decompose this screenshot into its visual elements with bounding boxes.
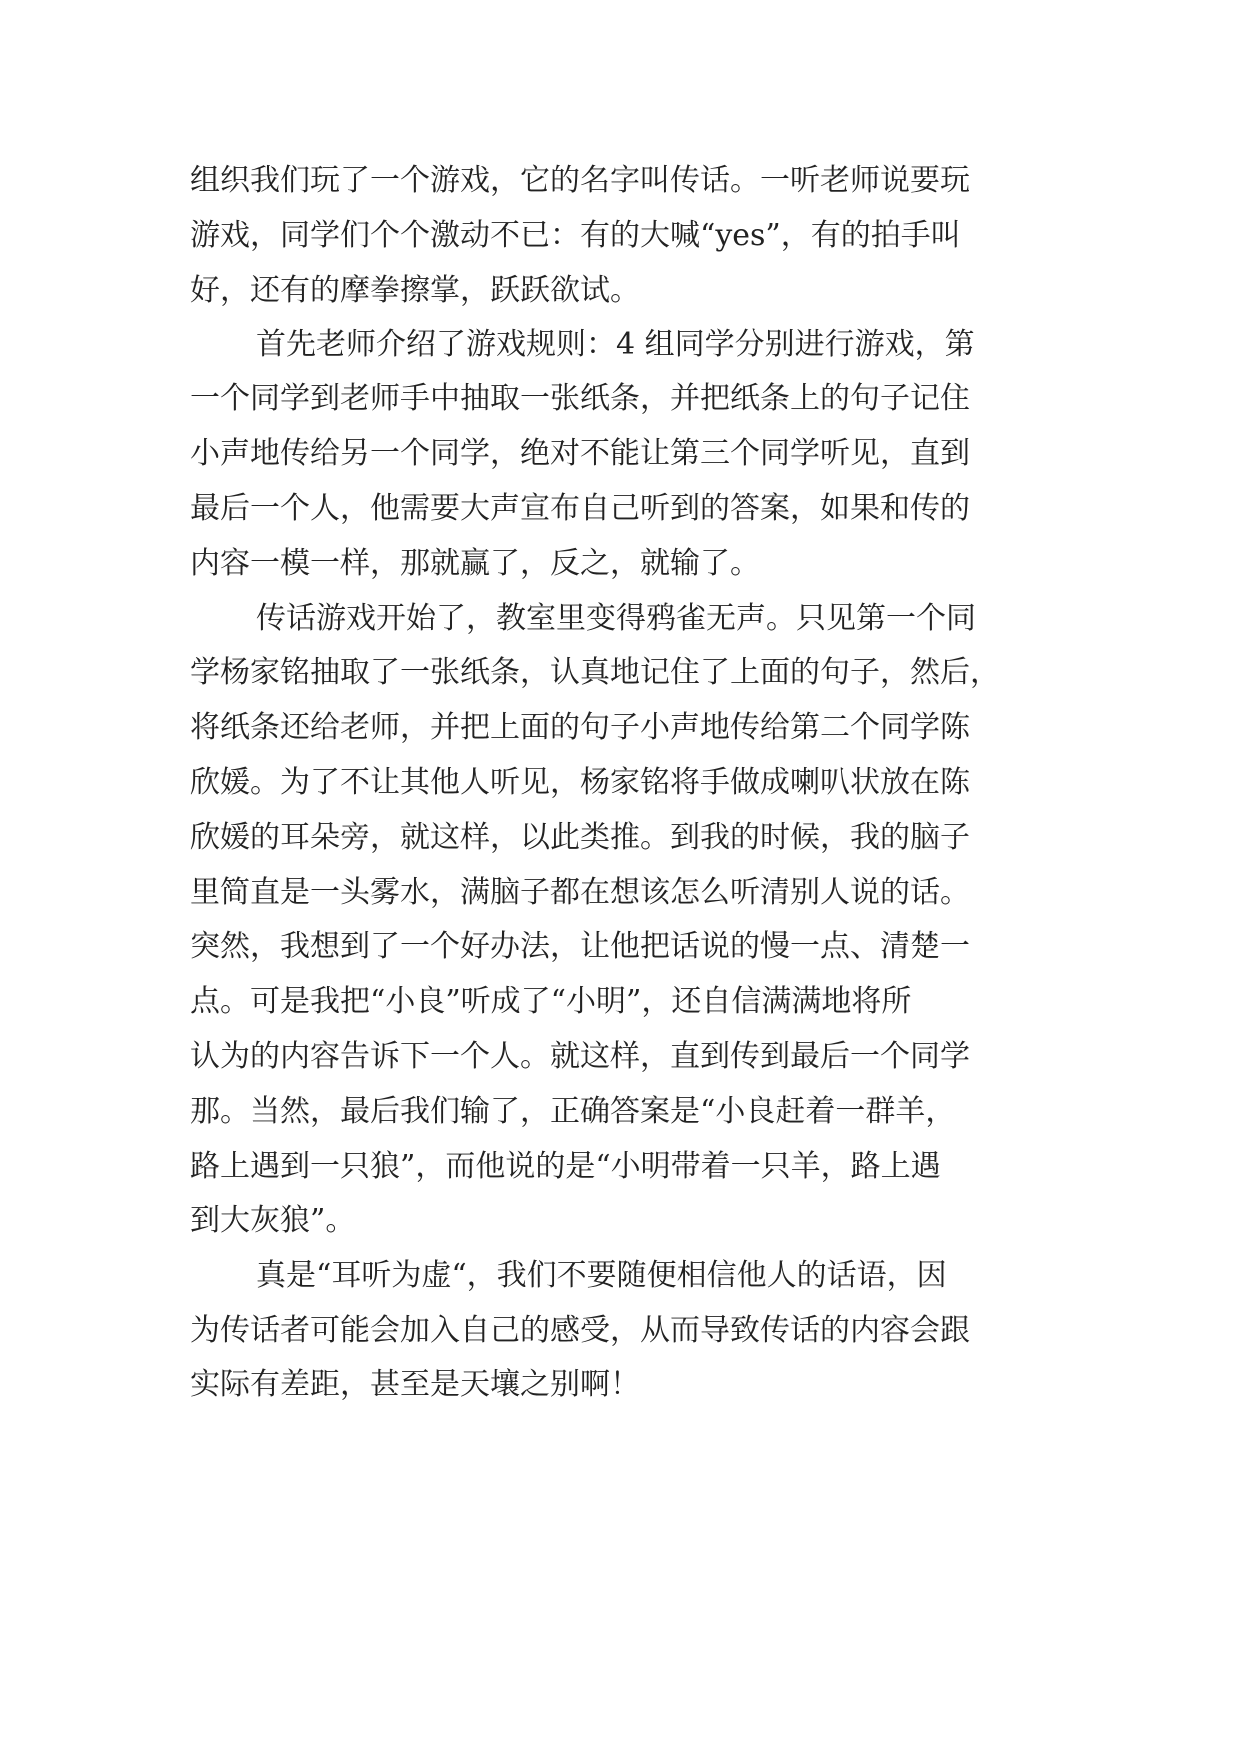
paragraph-3-line-6: 里简直是一头雾水，满脑子都在想该怎么听清别人说的话。	[190, 875, 970, 910]
paragraph-2-line-5: 内容一模一样，那就赢了，反之，就输了。	[190, 546, 760, 581]
paragraph-1-line-1: 组织我们玩了一个游戏，它的名字叫传话。一听老师说要玩	[190, 163, 970, 198]
paragraph-3-line-11: 路上遇到一只狼”，而他说的是“小明带着一只羊，路上遇	[190, 1149, 941, 1184]
paragraph-4-line-3: 实际有差距，甚至是天壤之别啊！	[190, 1367, 640, 1402]
paragraph-3-line-2: 学杨家铭抽取了一张纸条，认真地记住了上面的句子，然后，	[190, 655, 1000, 690]
paragraph-3-line-10: 那。当然，最后我们输了，正确答案是“小良赶着一群羊，	[190, 1094, 956, 1129]
paragraph-3-line-5: 欣媛的耳朵旁，就这样，以此类推。到我的时候，我的脑子	[190, 820, 970, 855]
paragraph-2-line-2: 一个同学到老师手中抽取一张纸条，并把纸条上的句子记住	[190, 381, 970, 416]
paragraph-3-line-12: 到大灰狼”。	[190, 1203, 356, 1238]
paragraph-2-line-4: 最后一个人，他需要大声宣布自己听到的答案，如果和传的	[190, 491, 970, 526]
paragraph-3-line-1: 传话游戏开始了，教室里变得鸦雀无声。只见第一个同	[256, 601, 976, 636]
paragraph-2-line-1: 首先老师介绍了游戏规则：4 组同学分别进行游戏，第	[256, 327, 975, 362]
paragraph-1-line-3: 好，还有的摩拳擦掌，跃跃欲试。	[190, 273, 640, 308]
paragraph-3-line-4: 欣媛。为了不让其他人听见，杨家铭将手做成喇叭状放在陈	[190, 765, 970, 800]
paragraph-3-line-7: 突然，我想到了一个好办法，让他把话说的慢一点、清楚一	[190, 929, 970, 964]
paragraph-2-line-3: 小声地传给另一个同学，绝对不能让第三个同学听见，直到	[190, 436, 970, 471]
paragraph-4-line-1: 真是“耳听为虚“，我们不要随便相信他人的话语，因	[256, 1258, 947, 1293]
paragraph-3-line-8: 点。可是我把“小良”听成了“小明”，还自信满满地将所	[190, 984, 912, 1019]
paragraph-1-line-2: 游戏，同学们个个激动不已：有的大喊“yes”，有的拍手叫	[190, 218, 961, 253]
paragraph-3-line-9: 认为的内容告诉下一个人。就这样，直到传到最后一个同学	[190, 1039, 970, 1074]
paragraph-4-line-2: 为传话者可能会加入自己的感受，从而导致传话的内容会跟	[190, 1313, 970, 1348]
paragraph-3-line-3: 将纸条还给老师，并把上面的句子小声地传给第二个同学陈	[190, 710, 970, 745]
